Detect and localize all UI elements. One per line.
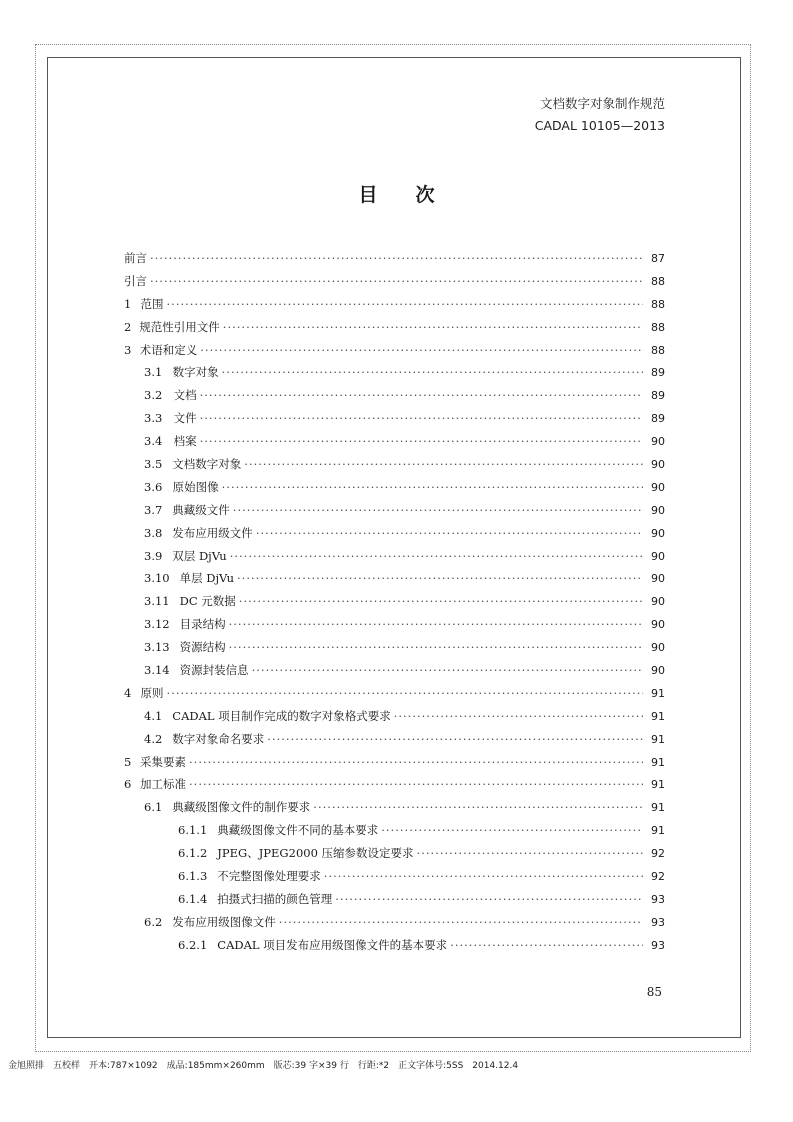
dot-leader (381, 819, 643, 842)
toc-entry-number: 3.1 (144, 365, 163, 380)
toc-entry-page: 91 (651, 755, 665, 769)
dot-leader (167, 682, 643, 705)
toc-entry (124, 293, 665, 316)
dot-leader (200, 430, 643, 453)
toc-entry (124, 430, 665, 453)
toc-entry-page: 90 (651, 618, 665, 632)
toc-entry-page: 90 (651, 664, 665, 678)
toc-entry-number: 4.2 (144, 731, 163, 746)
toc-entry-number: 6.1.2 (178, 846, 208, 861)
toc-entry-number: 3 (124, 342, 132, 357)
dot-leader (223, 316, 643, 339)
toc-entry-label: 数字对象 (172, 365, 219, 380)
toc-entry-label: 目录结构 (179, 617, 226, 632)
toc-entry (124, 728, 665, 751)
toc-entry (124, 865, 665, 888)
toc-entry-number: 3.8 (144, 525, 163, 540)
dot-leader (394, 705, 643, 728)
toc-entry-page: 90 (651, 526, 665, 540)
dot-leader (267, 728, 643, 751)
toc-entry-number: 6.1.3 (178, 869, 208, 884)
toc-entry-label: 引言 (124, 273, 147, 288)
toc-entry-page: 90 (651, 595, 665, 609)
toc-entry-page: 91 (651, 709, 665, 723)
toc-entry-number: 3.2 (144, 388, 163, 403)
toc-entry (124, 819, 665, 842)
dot-leader (222, 476, 643, 499)
dot-leader (252, 659, 643, 682)
page-title: 目次 (358, 184, 473, 206)
doc-code: CADAL 10105—2013 (534, 118, 665, 133)
dot-leader (313, 796, 643, 819)
toc-entry (124, 316, 665, 339)
toc-entry-label: 加工标准 (140, 777, 187, 792)
toc-entry (124, 339, 665, 362)
toc-entry-label: 档案 (173, 434, 197, 449)
dot-leader (229, 613, 643, 636)
toc-entry-label: 规范性引用文件 (139, 319, 220, 334)
toc-entry-label: 典藏级图像文件不同的基本要求 (217, 823, 379, 838)
page-number: 85 (646, 985, 662, 999)
dot-leader (244, 453, 643, 476)
toc-entry-number: 6.1 (144, 800, 163, 815)
toc-entry-label: 术语和定义 (139, 342, 198, 357)
toc-entry-number: 3.5 (144, 457, 163, 472)
toc-entry-number: 3.13 (144, 640, 170, 655)
toc-entry-label: 文档 (173, 388, 197, 403)
dot-leader (200, 384, 643, 407)
toc-entry-number: 3.11 (144, 594, 170, 609)
toc-entry-number: 6.2.1 (178, 937, 208, 952)
toc-entry-page: 91 (651, 732, 665, 746)
toc-entry-label: 发布应用级文件 (172, 525, 253, 540)
toc-entry (124, 499, 665, 522)
dot-leader (450, 934, 643, 957)
toc-entry-label: CADAL 项目制作完成的数字对象格式要求 (172, 708, 391, 723)
toc-entry-label: 发布应用级图像文件 (172, 914, 276, 929)
toc-entry-page: 88 (651, 320, 665, 334)
toc-entry-page: 90 (651, 480, 665, 494)
dot-leader (189, 773, 643, 796)
toc-entry (124, 796, 665, 819)
toc-entry-page: 87 (651, 252, 665, 265)
toc-entry (124, 590, 665, 613)
toc-entry-label: DC 元数据 (179, 594, 236, 609)
toc-entry (124, 270, 665, 293)
toc-entry-number: 5 (124, 754, 132, 769)
toc-entry-label: 不完整图像处理要求 (217, 869, 321, 884)
toc-entry-label: 文档数字对象 (172, 457, 242, 472)
toc-entry (124, 613, 665, 636)
toc-entry-page: 90 (651, 572, 665, 586)
toc-entry-number: 6 (124, 777, 132, 792)
toc-entry-page: 90 (651, 641, 665, 655)
toc-entry-number: 3.4 (144, 434, 163, 449)
toc-entry-number: 6.1.1 (178, 823, 208, 838)
dot-leader (150, 247, 643, 270)
dot-leader (239, 590, 643, 613)
dot-leader (233, 499, 643, 522)
toc-entry-number: 3.3 (144, 411, 163, 426)
toc-entry-page: 88 (651, 274, 665, 288)
toc-entry (124, 453, 665, 476)
toc-entry-page: 92 (651, 870, 665, 884)
table-of-contents (124, 247, 665, 957)
toc-entry-label: 原则 (140, 685, 164, 700)
toc-entry-label: 资源封装信息 (179, 663, 249, 678)
toc-entry (124, 682, 665, 705)
toc-entry (124, 545, 665, 568)
toc-entry-label: 双层 DjVu (172, 548, 227, 563)
toc-entry-page: 88 (651, 297, 665, 311)
dot-leader (417, 842, 643, 865)
toc-entry-label: 前言 (124, 251, 147, 265)
dot-leader (200, 339, 643, 362)
toc-entry (124, 659, 665, 682)
dot-leader (324, 865, 643, 888)
dot-leader (279, 911, 643, 934)
toc-entry (124, 522, 665, 545)
dot-leader (229, 636, 643, 659)
toc-entry-label: JPEG、JPEG2000 压缩参数设定要求 (217, 846, 414, 861)
toc-entry (124, 842, 665, 865)
toc-entry-number: 6.1.4 (178, 891, 208, 906)
toc-entry (124, 476, 665, 499)
toc-entry-page: 91 (651, 778, 665, 792)
toc-entry (124, 247, 665, 270)
dot-leader (237, 567, 643, 590)
toc-entry-number: 3.14 (144, 663, 170, 678)
printer-imprint: 金旭照排 五校样 开本:787×1092 成品:185mm×260mm 版芯:39 字×39 行 行距:*2 正文字体号:5SS 2014.12.4 (8, 1061, 519, 1071)
dot-leader (335, 888, 643, 911)
toc-entry (124, 934, 665, 957)
toc-entry-page: 93 (651, 892, 665, 906)
toc-entry-page: 93 (651, 915, 665, 929)
toc-entry-label: 原始图像 (172, 479, 219, 494)
toc-entry-page: 90 (651, 435, 665, 449)
toc-entry-label: 单层 DjVu (179, 571, 235, 586)
toc-entry-page: 91 (651, 686, 665, 700)
toc-entry (124, 911, 665, 934)
toc-entry-label: 典藏级图像文件的制作要求 (172, 800, 311, 815)
dot-leader (167, 293, 643, 316)
toc-entry (124, 773, 665, 796)
dot-leader (230, 545, 643, 568)
toc-entry-page: 90 (651, 549, 665, 563)
toc-entry-label: 采集要素 (140, 754, 187, 769)
toc-entry (124, 567, 665, 590)
toc-entry-number: 3.12 (144, 617, 170, 632)
toc-entry-page: 90 (651, 458, 665, 472)
toc-entry-page: 92 (651, 847, 665, 861)
toc-entry-number: 1 (124, 296, 132, 311)
toc-entry-page: 93 (651, 938, 665, 952)
toc-entry-page: 91 (651, 801, 665, 815)
toc-entry (124, 888, 665, 911)
toc-entry-number: 3.7 (144, 502, 163, 517)
toc-entry (124, 636, 665, 659)
toc-entry-label: 资源结构 (179, 640, 226, 655)
doc-title: 文档数字对象制作规范 (539, 96, 665, 111)
toc-entry-label: 数字对象命名要求 (172, 731, 265, 746)
toc-entry-page: 89 (651, 366, 665, 380)
toc-entry (124, 705, 665, 728)
dot-leader (256, 522, 643, 545)
running-header (535, 93, 665, 137)
toc-entry-number: 3.9 (144, 548, 163, 563)
toc-entry-number: 3.10 (144, 571, 170, 586)
toc-entry-page: 89 (651, 389, 665, 403)
toc-entry (124, 407, 665, 430)
toc-entry-number: 4.1 (144, 708, 163, 723)
toc-entry (124, 361, 665, 384)
toc-entry-page: 89 (651, 412, 665, 426)
toc-entry-label: 文件 (173, 411, 197, 426)
toc-entry-page: 88 (651, 343, 665, 357)
toc-entry-label: 典藏级文件 (172, 502, 230, 517)
toc-entry (124, 384, 665, 407)
dot-leader (189, 751, 643, 774)
toc-entry-page: 91 (651, 824, 665, 838)
toc-entry-number: 6.2 (144, 914, 163, 929)
dot-leader (222, 361, 643, 384)
toc-entry-label: CADAL 项目发布应用级图像文件的基本要求 (217, 937, 448, 952)
toc-entry-number: 2 (124, 319, 132, 334)
dot-leader (200, 407, 643, 430)
toc-entry-number: 3.6 (144, 479, 163, 494)
toc-entry-page: 90 (651, 503, 665, 517)
toc-entry-number: 4 (124, 685, 132, 700)
toc-entry (124, 751, 665, 774)
toc-entry-label: 拍摄式扫描的颜色管理 (217, 891, 333, 906)
toc-entry-label: 范围 (140, 296, 164, 311)
dot-leader (150, 270, 643, 293)
